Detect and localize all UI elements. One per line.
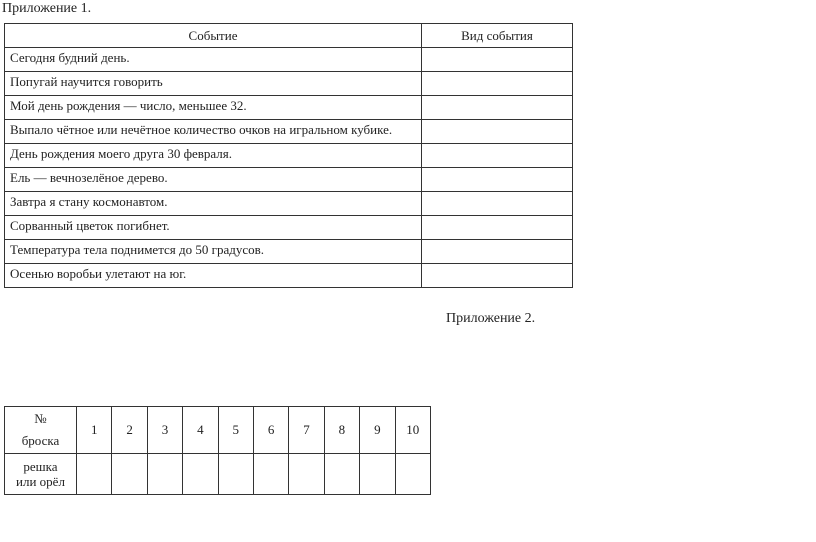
throw-number-cell: 10 (395, 407, 430, 454)
event-text-cell: Мой день рождения — число, меньшее 32. (5, 96, 422, 120)
throw-number-row (5, 407, 431, 454)
throw-result-header (5, 454, 77, 495)
throw-result-cell[interactable] (253, 454, 288, 495)
appendix-2-label: Приложение 2. (446, 311, 536, 326)
throw-result-cell[interactable] (77, 454, 112, 495)
throw-result-cell[interactable] (112, 454, 147, 495)
throw-number-cell: 3 (147, 407, 182, 454)
throw-result-cell[interactable] (147, 454, 182, 495)
event-kind-cell[interactable] (422, 72, 573, 96)
event-kind-cell[interactable] (422, 120, 573, 144)
throw-number-cell: 7 (289, 407, 324, 454)
event-text-cell: Температура тела поднимется до 50 градусов. (5, 240, 422, 264)
event-row (5, 240, 573, 264)
event-row (5, 264, 573, 288)
throw-result-line2: или орёл (16, 474, 65, 489)
events-header-row (5, 24, 573, 48)
event-row (5, 216, 573, 240)
event-row (5, 48, 573, 72)
throw-number-header (5, 407, 77, 454)
event-text-cell: Сорванный цветок погибнет. (5, 216, 422, 240)
throw-number-cell: 8 (324, 407, 359, 454)
event-kind-cell[interactable] (422, 240, 573, 264)
throw-result-cell[interactable] (360, 454, 395, 495)
throw-number-cell: 6 (253, 407, 288, 454)
throw-result-cell[interactable] (183, 454, 218, 495)
throw-number-cell: 9 (360, 407, 395, 454)
event-text-cell: Завтра я стану космонавтом. (5, 192, 422, 216)
event-row (5, 144, 573, 168)
event-text-cell: Попугай научится говорить (5, 72, 422, 96)
throw-number-cell: 2 (112, 407, 147, 454)
event-kind-cell[interactable] (422, 264, 573, 288)
event-text-cell: День рождения моего друга 30 февраля. (5, 144, 422, 168)
event-row (5, 96, 573, 120)
throw-number-cell: 4 (183, 407, 218, 454)
throw-number-cell: 5 (218, 407, 253, 454)
event-kind-cell[interactable] (422, 144, 573, 168)
throw-result-cell[interactable] (395, 454, 430, 495)
throw-number-cell: 1 (77, 407, 112, 454)
kind-column-header: Вид события (422, 24, 573, 48)
throw-result-cell[interactable] (324, 454, 359, 495)
throw-result-cell[interactable] (218, 454, 253, 495)
event-row (5, 192, 573, 216)
event-row (5, 120, 573, 144)
throw-number-word: броска (21, 433, 60, 448)
event-text-cell: Сегодня будний день. (5, 48, 422, 72)
event-kind-cell[interactable] (422, 48, 573, 72)
throw-number-symbol: № (34, 411, 47, 426)
throws-table (4, 406, 431, 495)
event-row (5, 168, 573, 192)
event-row (5, 72, 573, 96)
events-table-body (5, 48, 573, 288)
throw-result-line1: решка (23, 459, 58, 474)
throw-result-cell[interactable] (289, 454, 324, 495)
event-kind-cell[interactable] (422, 216, 573, 240)
event-kind-cell[interactable] (422, 96, 573, 120)
event-text-cell: Ель — вечнозелёное дерево. (5, 168, 422, 192)
appendix-1-label: Приложение 1. (2, 1, 92, 16)
event-text-cell: Выпало чётное или нечётное количество очков на игральном кубике. (5, 120, 422, 144)
throw-result-row (5, 454, 431, 495)
events-table (4, 23, 573, 288)
event-kind-cell[interactable] (422, 192, 573, 216)
event-kind-cell[interactable] (422, 168, 573, 192)
event-column-header: Событие (5, 24, 422, 48)
event-text-cell: Осенью воробьи улетают на юг. (5, 264, 422, 288)
